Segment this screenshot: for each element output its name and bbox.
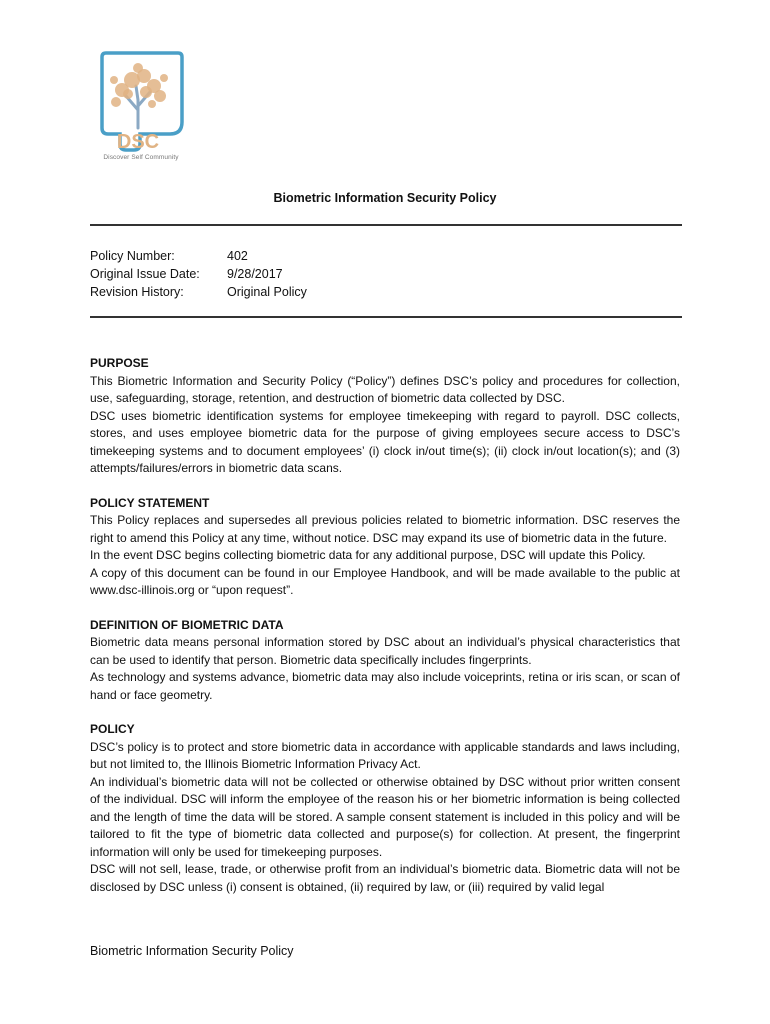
dsc-logo — [86, 50, 196, 168]
section-heading: POLICY — [90, 722, 135, 736]
page-footer: Biometric Information Security Policy — [90, 944, 294, 958]
meta-row-issue-date — [90, 265, 307, 283]
meta-value: Original Policy — [227, 285, 307, 299]
meta-value: 402 — [227, 249, 248, 263]
document-body — [90, 355, 680, 913]
section-policy — [90, 721, 680, 896]
tree-logo-icon — [86, 50, 196, 154]
section-definition — [90, 617, 680, 705]
policy-meta-block — [90, 247, 307, 301]
header-rule-bottom — [90, 316, 682, 318]
section-paragraph: DSC’s policy is to protect and store biometric data in accordance with applicable standards and laws including, but not limited to, the Illinois Biometric Information Privacy Act. — [90, 739, 680, 771]
meta-value: 9/28/2017 — [227, 267, 283, 281]
logo-tagline: Discover Self Community — [103, 154, 179, 161]
section-policy-statement — [90, 495, 680, 600]
meta-label: Revision History: — [90, 285, 184, 299]
section-heading: PURPOSE — [90, 356, 149, 370]
section-paragraph: This Biometric Information and Security Policy (“Policy”) defines DSC’s policy and procedures for collection, use, safeguarding, storage, retention, and destruction of biometric data collected by DSC. — [90, 373, 680, 405]
section-paragraph: In the event DSC begins collecting biometric data for any additional purpose, DSC will update this Policy. — [90, 548, 646, 562]
section-heading: POLICY STATEMENT — [90, 495, 210, 510]
section-paragraph: An individual’s biometric data will not be collected or otherwise obtained by DSC without prior written consent of the individual. DSC will inform the employee of the reason his or her biometric information is being collected and the length of time the data will be stored. A sample consent statement is included in this policy and will be tailored to fit the type of biometric data collected and purpose(s) for collection. At present, the fingerprint information will only be used for timekeeping purposes. — [90, 774, 680, 859]
section-paragraph: As technology and systems advance, biometric data may also include voiceprints, retina or iris scan, or scan of hand or face geometry. — [90, 670, 680, 702]
section-heading: DEFINITION OF BIOMETRIC DATA — [90, 617, 284, 632]
logo-wordmark: DSC — [116, 131, 160, 153]
meta-label: Original Issue Date: — [90, 267, 200, 281]
section-paragraph: DSC will not sell, lease, trade, or otherwise profit from an individual’s biometric data. Biometric data will not be disclosed by DSC unless (i) consent is obtained, (ii) required by law, or (iii) required by valid legal — [90, 862, 680, 894]
section-paragraph: Biometric data means personal information stored by DSC about an individual’s physical characteristics that can be used to identify that person. Biometric data specifically includes fingerprints. — [90, 635, 680, 667]
section-paragraph: DSC uses biometric identification systems for employee timekeeping with regard to payroll. DSC collects, stores, and uses employee biometric data for the purpose of giving employees secure access to DSC’s timekeeping systems and to document employees’ (i) clock in/out time(s); (ii) clock in/out location(s); and (3) attempts/failures/errors in biometric data scans. — [90, 408, 680, 475]
meta-row-policy-number — [90, 247, 307, 265]
meta-row-revision-history — [90, 283, 307, 301]
section-paragraph: A copy of this document can be found in our Employee Handbook, and will be made available to the public at www.dsc-illinois.org or “upon request”. — [90, 565, 680, 597]
meta-label: Policy Number: — [90, 249, 175, 263]
header-rule-top — [90, 224, 682, 226]
section-paragraph: This Policy replaces and supersedes all previous policies related to biometric information. DSC reserves the right to amend this Policy at any time, without notice. DSC may expand its use of biometric data in the future. — [90, 513, 680, 545]
section-purpose — [90, 355, 680, 478]
document-title: Biometric Information Security Policy — [273, 191, 497, 205]
